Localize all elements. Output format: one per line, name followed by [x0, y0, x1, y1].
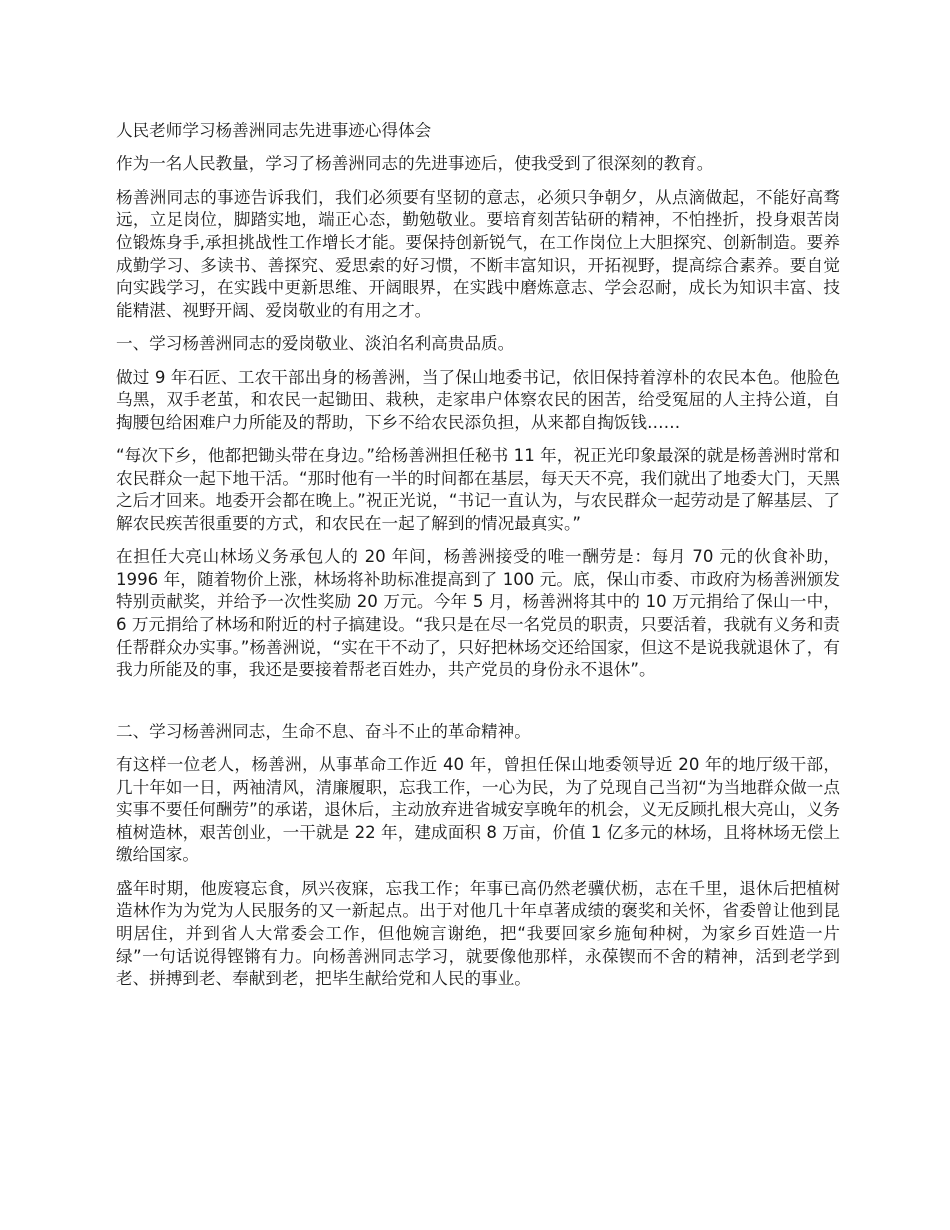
section-heading-1: 一、学习杨善洲同志的爱岗敬业、淡泊名利高贵品质。: [116, 334, 515, 354]
paragraph-background: 做过 9 年石匠、工农干部出身的杨善洲，当了保山地委书记，依旧保持着淳朴的农民本色。他脸色乌黑，双手老茧，和农民一起锄田、栽秧，走家串户体察农民的困苦，给受冤屈的人主持公道，自掏腰包给困难户力所能及的帮助，下乡不给农民添负担，从来都自掏饭钱……: [116, 367, 840, 432]
document-body: [116, 120, 840, 1002]
paragraph-intro: 作为一名人民教量，学习了杨善洲同志的先进事迹后，使我受到了很深刻的教育。: [116, 154, 714, 174]
section-gap: [116, 693, 840, 721]
paragraph-lessons: 杨善洲同志的事迹告诉我们，我们必须要有坚韧的意志，必须只争朝夕，从点滴做起，不能好高骛远，立足岗位，脚踏实地，端正心态，勤勉敬业。要培育刻苦钻研的精神，不怕挫折，投身艰苦岗位锻炼身手,承担挑战性工作增长才能。要保持创新锐气，在工作岗位上大胆探究、创新制造。要养成勤学习、多读书、善探究、爱思索的好习惯，不断丰富知识，开拓视野，提高综合素养。要自觉向实践学习，在实践中更新思维、开阔眼界，在实践中磨炼意志、学会忍耐，成长为知识丰富、技能精湛、视野开阔、爱岗敬业的有用之才。: [116, 187, 840, 320]
document-title: 人民老师学习杨善洲同志先进事迹心得体会: [116, 121, 432, 140]
paragraph-forest-farm: 在担任大亮山林场义务承包人的 20 年间，杨善洲接受的唯一酬劳是：每月 70 元的伙食补助，1996 年，随着物价上涨，林场将补助标准提高到了 100 元。底，保山市委、市政府为杨善洲颁发特别贡献奖，并给予一次性奖励 20 万元。今年 5 月，杨善洲将其中的 10 万元捐给了保山一中，6 万元捐给了林场和附近的村子搞建设。“我只是在尽一名党员的职责，只要活着，我就有义务和责任帮群众办实事。”杨善洲说，“实在干不动了，只好把林场交还给国家，但这不是说我就退休了，有我力所能及的事，我还是要接着帮老百姓办，共产党员的身份永不退休”。: [116, 547, 840, 680]
paragraph-secretary-quote: “每次下乡，他都把锄头带在身边。”给杨善洲担任秘书 11 年，祝正光印象最深的就是杨善洲时常和农民群众一起下地干活。“那时他有一半的时间都在基层，每天天不亮，我们就出了地委大门，天黑之后才回来。地委开会都在晚上。”祝正光说，“书记一直认为，与农民群众一起劳动是了解基层、了解农民疾苦很重要的方式，和农民在一起了解到的情况最真实。”: [116, 446, 840, 533]
paragraph-conclusion: 盛年时期，他废寝忘食，夙兴夜寐，忘我工作；年事已高仍然老骥伏枥，志在千里，退休后把植树造林作为为党为人民服务的又一新起点。出于对他几十年卓著成绩的褒奖和关怀，省委曾让他到昆明居住，并到省人大常委会工作，但他婉言谢绝，把“我要回家乡施甸种树，为家乡百姓造一片绿”一句话说得铿锵有力。向杨善洲同志学习，就要像他那样，永葆锲而不舍的精神，活到老学到老、拼搏到老、奉献到老，把毕生献给党和人民的事业。: [116, 878, 840, 989]
paragraph-career: 有这样一位老人，杨善洲，从事革命工作近 40 年，曾担任保山地委领导近 20 年的地厅级干部，几十年如一日，两袖清风，清廉履职，忘我工作，一心为民，为了兑现自己当初“为当地群众做一点实事不要任何酬劳”的承诺，退休后，主动放弃进省城安享晚年的机会，义无反顾扎根大亮山，义务植树造林，艰苦创业，一干就是 22 年，建成面积 8 万亩，价值 1 亿多元的林场，且将林场无偿上缴给国家。: [116, 755, 840, 865]
section-heading-2: 二、学习杨善洲同志，生命不息、奋斗不止的革命精神。: [116, 721, 531, 741]
